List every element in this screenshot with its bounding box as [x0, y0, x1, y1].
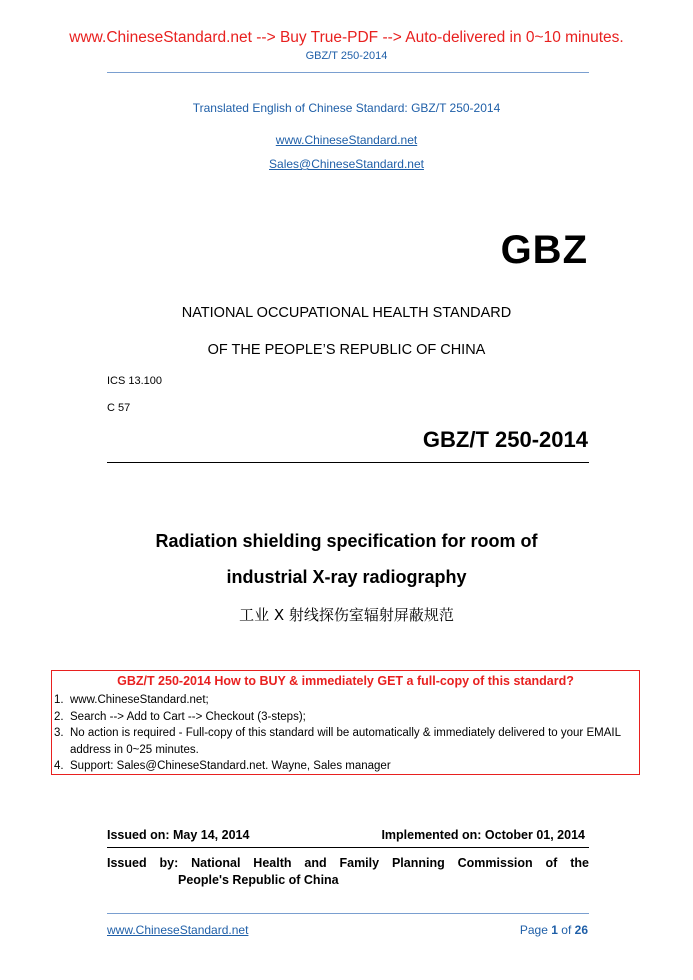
email-link[interactable]: Sales@ChineseStandard.net — [269, 157, 424, 171]
title-line2: industrial X-ray radiography — [226, 567, 467, 587]
header-divider — [107, 72, 589, 73]
issued-by-line1 — [107, 855, 589, 872]
issued-by — [107, 855, 589, 889]
implemented-date: Implemented on: October 01, 2014 — [381, 828, 585, 842]
list-item — [54, 709, 639, 726]
list-item-text: Support: Sales@ChineseStandard.net. Wayne, Sales manager — [70, 760, 391, 772]
list-item-text: No action is required - Full-copy of this standard will be automatically & immediately delivered to your EMAIL address in 0~25 minutes. — [70, 727, 621, 756]
standard-number: GBZ/T 250-2014 — [422, 427, 588, 452]
page-total: 26 — [574, 923, 588, 937]
issued-by-word: the — [570, 856, 589, 870]
issued-by-line2: People's Republic of China — [178, 873, 339, 887]
header-standard-code: GBZ/T 250-2014 — [305, 50, 388, 62]
issued-by-word: Commission — [457, 856, 533, 870]
page-current: 1 — [551, 923, 558, 937]
issued-by-word: and — [304, 856, 327, 870]
footer-website-wrap — [107, 923, 248, 937]
footer-divider — [107, 913, 589, 914]
page-label: Page — [519, 923, 548, 937]
dates-divider — [107, 847, 589, 848]
list-item-number: 1. — [54, 694, 64, 706]
translated-notice: Translated English of Chinese Standard: GBZ/T 250-2014 — [192, 101, 501, 115]
issued-by-word: Health — [253, 856, 292, 870]
website-link[interactable]: www.ChineseStandard.net — [275, 133, 418, 147]
list-item-text[interactable]: www.ChineseStandard.net; — [70, 694, 209, 706]
buy-instructions-box — [51, 670, 640, 775]
issued-by-word: of — [545, 856, 558, 870]
footer-website-link[interactable]: www.ChineseStandard.net — [107, 923, 249, 937]
issued-by-word: Issued — [107, 856, 147, 870]
standard-type-line1: NATIONAL OCCUPATIONAL HEALTH STANDARD — [181, 305, 512, 321]
website-link-wrap — [0, 133, 693, 147]
buy-heading: GBZ/T 250-2014 How to BUY & immediately GET a full-copy of this standard? — [117, 674, 574, 688]
page-of: of — [561, 923, 572, 937]
standard-family: GBZ — [500, 228, 588, 272]
issued-by-word: National — [191, 856, 241, 870]
list-item — [54, 725, 639, 758]
title-chinese: 工业 X 射线探伤室辐射屏蔽规范 — [239, 606, 454, 624]
issued-date: Issued on: May 14, 2014 — [107, 828, 250, 842]
buy-steps-list — [54, 692, 639, 775]
list-item-text: Search --> Add to Cart --> Checkout (3-steps); — [70, 710, 306, 723]
list-item — [54, 758, 639, 775]
classification-code: C 57 — [107, 402, 131, 414]
list-item-number: 3. — [54, 727, 64, 739]
title-line1: Radiation shielding specification for room of — [155, 531, 538, 551]
issued-by-word: Planning — [391, 856, 445, 870]
title-divider — [107, 462, 589, 463]
issued-by-word: by: — [159, 856, 179, 870]
ics-code: ICS 13.100 — [107, 375, 163, 387]
list-item — [54, 692, 639, 709]
page-indicator — [520, 923, 588, 937]
top-banner: www.ChineseStandard.net --> Buy True-PDF --> Auto-delivered in 0~10 minutes. — [69, 29, 624, 46]
list-item-number: 2. — [54, 710, 64, 723]
email-link-wrap — [0, 157, 693, 171]
standard-type-line2: OF THE PEOPLE’S REPUBLIC OF CHINA — [207, 342, 486, 358]
list-item-number: 4. — [54, 760, 64, 772]
issued-by-word: Family — [339, 856, 380, 870]
